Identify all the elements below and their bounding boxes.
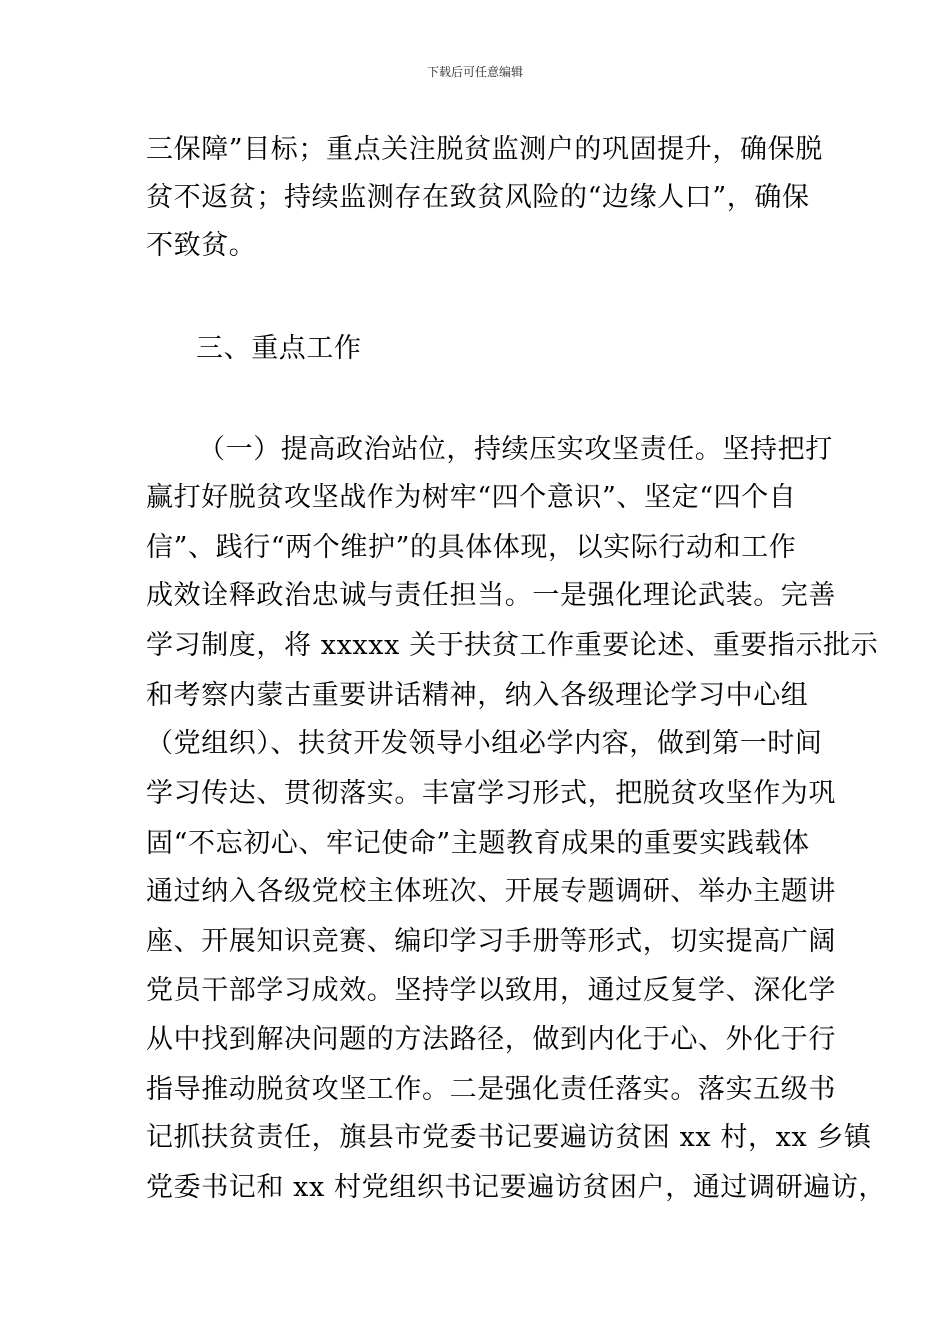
text-line: 党委书记和 xx 村党组织书记要遍访贫困户，通过调研遍访， xyxy=(146,1172,887,1203)
text-line: 贫不返贫；持续监测存在致贫风险的“边缘人口”，确保 xyxy=(146,182,810,213)
text-line: 从中找到解决问题的方法路径，做到内化于心、外化于行 xyxy=(146,1024,836,1055)
text-line: 指导推动脱贫攻坚工作。二是强化责任落实。落实五级书 xyxy=(146,1074,836,1105)
text-line: （一）提高政治站位，持续压实攻坚责任。坚持把打 xyxy=(198,434,833,465)
text-line: 赢打好脱贫攻坚战作为树牢“四个意识”、坚定“四个自 xyxy=(146,482,797,513)
text-line: 三保障”目标；重点关注脱贫监测户的巩固提升，确保脱 xyxy=(146,134,823,165)
text-line: 通过纳入各级党校主体班次、开展专题调研、举办主题讲 xyxy=(146,876,836,907)
text-line: 学习传达、贯彻落实。丰富学习形式，把脱贫攻坚作为巩 xyxy=(146,778,836,809)
text-line: 不致贫。 xyxy=(146,230,257,261)
text-line: 记抓扶贫责任，旗县市党委书记要遍访贫困 xx 村，xx 乡镇 xyxy=(146,1122,872,1153)
text-line: 固“不忘初心、牢记使命”主题教育成果的重要实践载体 xyxy=(146,828,810,859)
page-header-note: 下载后可任意编辑 xyxy=(426,65,523,79)
text-line: 座、开展知识竞赛、编印学习手册等形式，切实提高广阔 xyxy=(146,926,836,957)
text-line: 党员干部学习成效。坚持学以致用，通过反复学、深化学 xyxy=(146,975,836,1006)
text-line: 成效诠释政治忠诚与责任担当。一是强化理论武装。完善 xyxy=(146,580,836,611)
text-line: 信”、践行“两个维护”的具体体现，以实际行动和工作 xyxy=(146,532,797,563)
text-line: （党组织）、扶贫开发领导小组必学内容，做到第一时间 xyxy=(146,728,823,759)
section-heading: 三、重点工作 xyxy=(196,333,362,364)
text-line: 和考察内蒙古重要讲话精神，纳入各级理论学习中心组 xyxy=(146,680,809,711)
text-line: 学习制度，将 xxxxx 关于扶贫工作重要论述、重要指示批示 xyxy=(146,630,879,661)
